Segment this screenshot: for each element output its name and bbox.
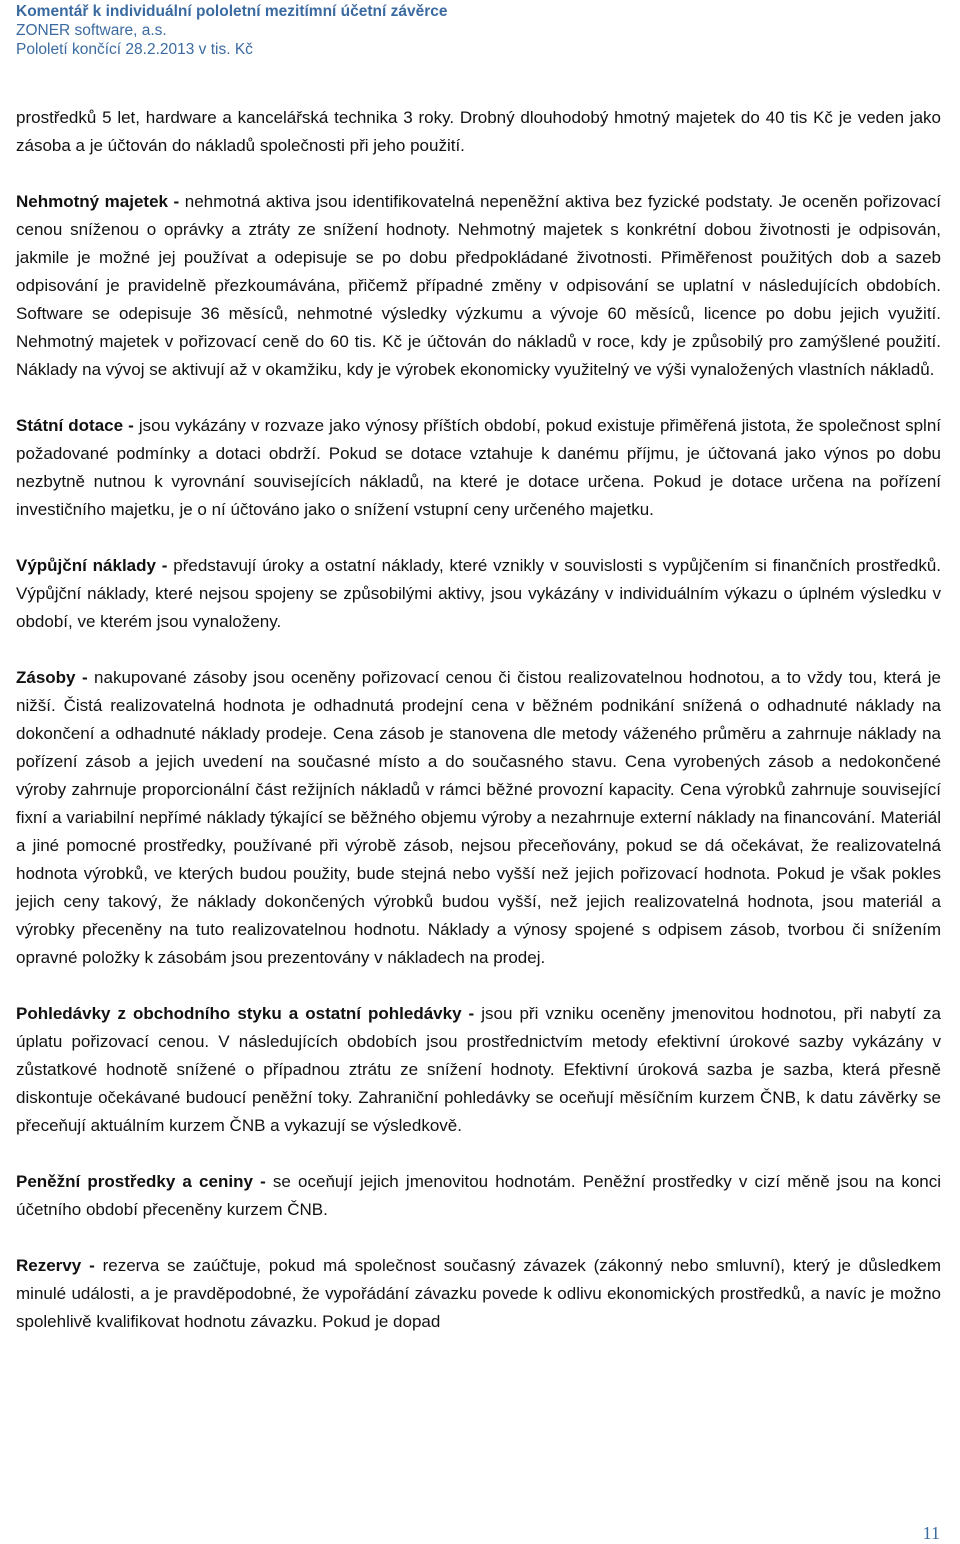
- reporting-period: Pololetí končící 28.2.2013 v tis. Kč: [16, 41, 253, 58]
- term-intangible-assets: Nehmotný majetek -: [16, 192, 180, 211]
- paragraph-intangible-assets: [16, 188, 941, 384]
- document-body: [16, 104, 941, 1336]
- paragraph-government-grants: [16, 412, 941, 524]
- term-inventories: Zásoby -: [16, 668, 88, 687]
- term-government-grants: Státní dotace -: [16, 416, 134, 435]
- document-title: Komentář k individuální pololetní mezitímní účetní závěrce: [16, 3, 448, 20]
- paragraph-provisions: [16, 1252, 941, 1336]
- paragraph-receivables: [16, 1000, 941, 1140]
- text-intangible-assets: nehmotná aktiva jsou identifikovatelná nepeněžní aktiva bez fyzické podstaty. Je oceněn pořizovací cenou sníženou o oprávky a ztráty ze snížení hodnoty. Nehmotný majetek s konkrétní dobou životnosti je odpisován, jakmile je možné jej používat a odepisuje se po dobu předpokládané životnosti. Přiměřenost použitých dob a sazeb odpisování je pravidelně přezkoumávána, přičemž případné změny v odpisování se uplatní v následujících obdobích. Software se odepisuje 36 měsíců, nehmotné výsledky výzkumu a vývoje 60 měsíců, licence po dobu jejich využití. Nehmotný majetek v pořizovací ceně do 60 tis. Kč je účtován do nákladů v roce, kdy je způsobilý pro zamýšlené použití. Náklady na vývoj se aktivují až v okamžiku, kdy je výrobek ekonomicky využitelný ve výši vynaložených vlastních nákladů.: [16, 192, 941, 379]
- term-borrowing-costs: Výpůjční náklady -: [16, 556, 168, 575]
- term-provisions: Rezervy -: [16, 1256, 95, 1275]
- text-cash: se oceňují jejich jmenovitou hodnotám. Peněžní prostředky v cizí měně jsou na konci účetního období přeceněny kurzem ČNB.: [16, 1172, 942, 1219]
- text-inventories: nakupované zásoby jsou oceněny pořizovací cenou či čistou realizovatelnou hodnotou, a to vždy tou, která je nižší. Čistá realizovatelná hodnota je odhadnutá prodejní cena v běžném podnikání snížená o odhadnuté náklady na dokončení a odhadnuté náklady prodeje. Cena zásob je stanovena dle metody váženého průměru a zahrnuje náklady na pořízení zásob a jejich uvedení na současné místo a do současného stavu. Cena vyrobených zásob a nedokončené výroby zahrnuje proporcionální část režijních nákladů v rámci běžné provozní kapacity. Cena výrobků zahrnuje související fixní a variabilní nepřímé náklady týkající se běžného objemu výroby a nezahrnuje externí náklady na financování. Materiál a jiné pomocné prostředky, používané při výrobě zásob, nejsou přeceňovány, pokud se dá očekávat, že realizovatelná hodnota výrobků, ve kterých budou použity, bude stejná nebo vyšší než jejich pořizovací hodnota. Pokud je však pokles jejich ceny takový, že náklady dokončených výrobků budou vyšší, než jejich realizovatelná hodnota, jsou materiál a výrobky přeceněny na tuto realizovatelnou hodnotu. Náklady a výnosy spojené s odpisem zásob, tvorbou či snížením opravné položky k zásobám jsou prezentovány v nákladech na prodej.: [16, 668, 941, 967]
- page-header: [16, 2, 448, 59]
- paragraph-borrowing-costs: [16, 552, 941, 636]
- page-number: 11: [922, 1523, 940, 1543]
- paragraph-cash: [16, 1168, 941, 1224]
- paragraph-inventories: [16, 664, 941, 972]
- text-government-grants: jsou vykázány v rozvaze jako výnosy příštích období, pokud existuje přiměřená jistota, že společnost splní požadované podmínky a dotaci obdrží. Pokud se dotace vztahuje k danému příjmu, je účtovaná jako výnos po dobu nezbytně nutnou k vyrovnání souvisejících nákladů, na které je dotace určena. Pokud je dotace určena na pořízení investičního majetku, je o ní účtováno jako o snížení vstupní ceny určeného majetku.: [16, 416, 941, 519]
- text-provisions: rezerva se zaúčtuje, pokud má společnost současný závazek (zákonný nebo smluvní), který je důsledkem minulé události, a je pravděpodobné, že vypořádání závazku povede k odlivu ekonomických prostředků, a navíc je možno spolehlivě kvalifikovat hodnotu závazku. Pokud je dopad: [16, 1256, 941, 1331]
- text-borrowing-costs: představují úroky a ostatní náklady, které vznikly v souvislosti s vypůjčením si finančních prostředků. Výpůjční náklady, které nejsou spojeny se způsobilými aktivy, jsou vykázány v individuálním výkazu o úplném výsledku v období, ve kterém jsou vynaloženy.: [16, 556, 941, 631]
- company-name: ZONER software, a.s.: [16, 22, 167, 39]
- term-receivables: Pohledávky z obchodního styku a ostatní pohledávky -: [16, 1004, 475, 1023]
- paragraph-tangible-assets-continued: prostředků 5 let, hardware a kancelářská technika 3 roky. Drobný dlouhodobý hmotný majetek do 40 tis Kč je veden jako zásoba a je účtován do nákladů společnosti při jeho použití.: [16, 108, 941, 155]
- text-receivables: jsou při vzniku oceněny jmenovitou hodnotou, při nabytí za úplatu pořizovací cenou. V následujících obdobích jsou prostřednictvím metody efektivní úrokové sazby vykázány v zůstatkové hodnotě snížené o případnou ztrátu ze snížení hodnoty. Efektivní úroková sazba je sazba, která přesně diskontuje očekávané budoucí peněžní toky. Zahraniční pohledávky se oceňují měsíčním kurzem ČNB, k datu závěrky se přeceňují aktuálním kurzem ČNB a vykazují se výsledkově.: [16, 1004, 941, 1135]
- term-cash: Peněžní prostředky a ceniny -: [16, 1172, 266, 1191]
